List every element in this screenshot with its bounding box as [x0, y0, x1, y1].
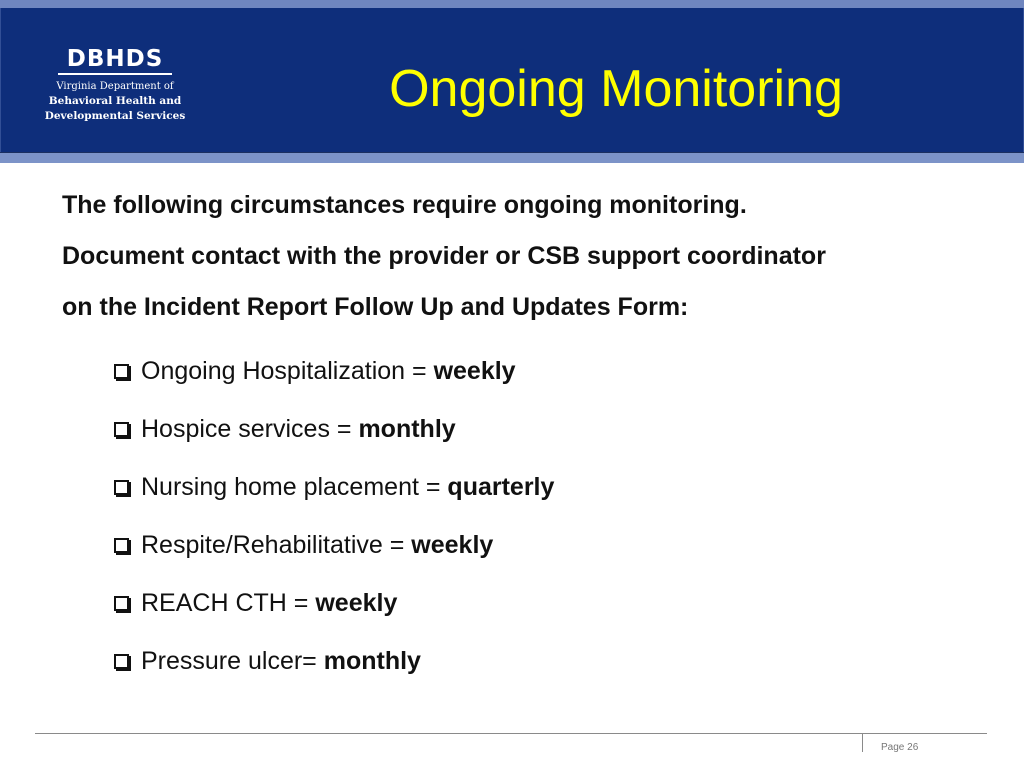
footer-page-separator: [862, 734, 863, 752]
intro-line-1: The following circumstances require ongoing monitoring.: [62, 191, 747, 219]
list-item-label: Nursing home placement =: [141, 472, 441, 501]
list-item-frequency: monthly: [323, 646, 421, 675]
monitoring-list: [114, 342, 974, 690]
checkbox-bullet-icon: [114, 480, 129, 495]
logo-wordmark: DBHDS: [66, 46, 164, 72]
list-item-frequency: weekly: [411, 530, 494, 559]
intro-line-2: Document contact with the provider or CSB support coordinator: [62, 242, 826, 270]
logo-line-3: Developmental Services: [44, 110, 186, 122]
checkbox-bullet-icon: [114, 364, 129, 379]
footer-divider-line: [35, 733, 987, 734]
list-item-label: Hospice services =: [141, 414, 352, 443]
list-item-label: Pressure ulcer=: [141, 646, 317, 675]
list-item: [114, 342, 974, 400]
logo-underline: [58, 73, 172, 75]
dbhds-logo: [29, 46, 201, 124]
checkbox-bullet-icon: [114, 422, 129, 437]
checkbox-bullet-icon: [114, 654, 129, 669]
intro-text: [62, 180, 982, 333]
slide-title: Ongoing Monitoring: [389, 60, 843, 118]
list-item: [114, 574, 974, 632]
logo-line-1: Virginia Department of: [56, 81, 174, 92]
list-item-label: Ongoing Hospitalization =: [141, 356, 427, 385]
list-item: [114, 458, 974, 516]
list-item-frequency: monthly: [358, 414, 456, 443]
checkbox-bullet-icon: [114, 596, 129, 611]
page-number: Page 26: [881, 742, 919, 753]
header-bar: [0, 8, 1024, 152]
list-item: [114, 400, 974, 458]
header-bottom-stripe: [0, 152, 1024, 163]
list-item-frequency: quarterly: [447, 472, 555, 501]
list-item-label: Respite/Rehabilitative =: [141, 530, 405, 559]
list-item-frequency: weekly: [315, 588, 398, 617]
checkbox-bullet-icon: [114, 538, 129, 553]
list-item: [114, 516, 974, 574]
logo-line-2: Behavioral Health and: [48, 95, 182, 107]
list-item: [114, 632, 974, 690]
header-top-stripe: [0, 0, 1024, 8]
list-item-frequency: weekly: [433, 356, 516, 385]
list-item-label: REACH CTH =: [141, 588, 309, 617]
intro-line-3: on the Incident Report Follow Up and Updates Form:: [62, 293, 689, 321]
